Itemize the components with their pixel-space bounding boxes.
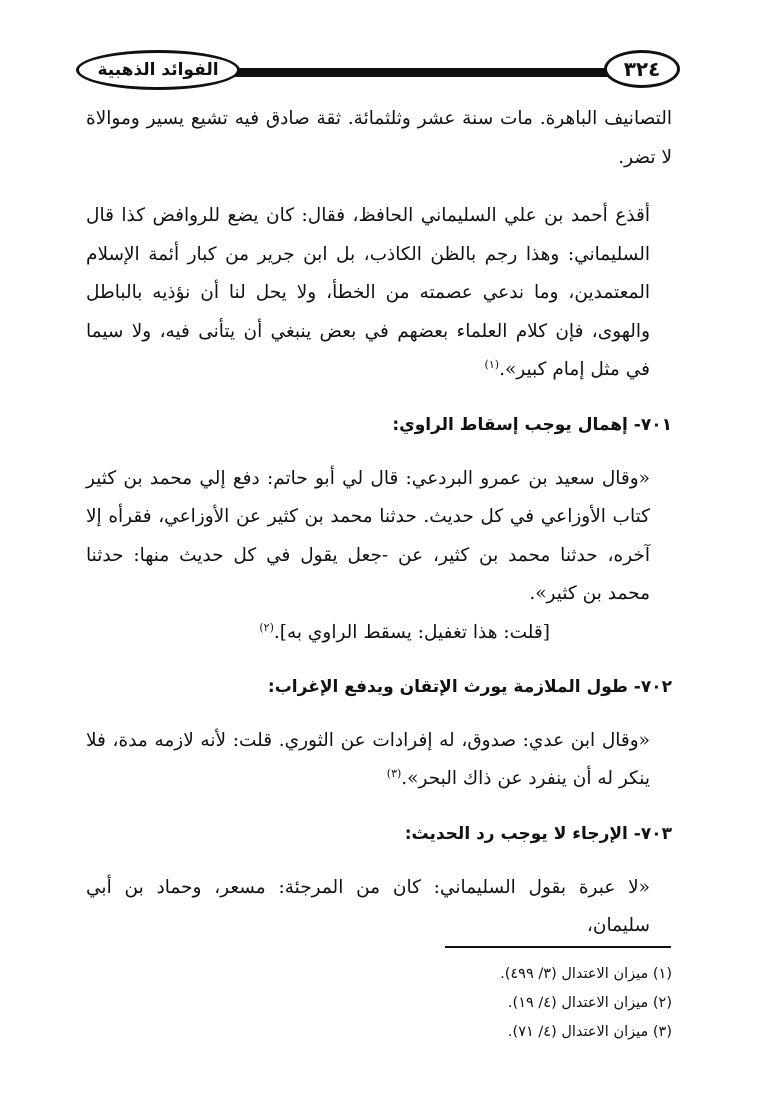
book-title-oval <box>76 50 240 90</box>
footnote-ref: (٣) <box>386 766 402 780</box>
section-heading: ٧٠١- إهمال يوجب إسقاط الراوي: <box>392 414 672 435</box>
main-text <box>86 100 672 946</box>
paragraph: «وقال ابن عدي: صدوق، له إفرادات عن الثوري. قلت: لأنه لازمه مدة، فلا ينكر له أن ينفرد عن ذاك البحر».$^{(٣)}$ <box>86 729 650 789</box>
footnote-ref: (١) <box>484 357 500 371</box>
page-number-oval <box>604 50 680 88</box>
footnote: (٣) ميزان الاعتدال (٤/ ٧١). <box>507 1024 672 1040</box>
paragraph: «لا عبرة بقول السليماني: كان من المرجئة: مسعر، وحماد بن أبي سليمان، <box>86 876 650 936</box>
paragraph: أقذع أحمد بن علي السليماني الحافظ، فقال: كان يضع للروافض كذا قال السليماني: وهذا رجم بالظن الكاذب، بل ابن جرير من كبار أئمة الإسلام المعتمدين، وما ندعي عصمته من الخطأ، ولا يحل لنا أن نؤذيه بالباطل والهوى، فإن كلام العلماء بعضهم في بعض ينبغي أن يتأنى فيه، ولا سيما في مثل إمام كبير».$^{(١)}$ <box>86 205 650 380</box>
section-heading: ٧٠٣- الإرجاء لا يوجب رد الحديث: <box>404 823 672 844</box>
paragraph: [قلت: هذا تغفيل: يسقط الراوي به].$^{(٢)}$ <box>259 620 550 643</box>
book-title: الفوائد الذهبية <box>97 60 219 80</box>
section-heading: ٧٠٢- طول الملازمة يورث الإتقان ويدفع الإغراب: <box>267 676 672 697</box>
footnotes <box>300 960 672 1047</box>
page-number: ٣٢٤ <box>623 57 661 81</box>
footnote-rule <box>445 946 671 948</box>
footnote: (٢) ميزان الاعتدال (٤/ ١٩). <box>507 995 672 1011</box>
footnote: (١) ميزان الاعتدال (٣/ ٤٩٩). <box>500 966 672 982</box>
footnote-ref: (٢) <box>259 620 274 634</box>
paragraph: التصانيف الباهرة. مات سنة عشر وثلثمائة. ثقة صادق فيه تشيع يسير وموالاة لا تضر. <box>86 108 672 168</box>
paragraph: «وقال سعيد بن عمرو البردعي: قال لي أبو حاتم: دفع إلي محمد بن كثير كتاب الأوزاعي في كل حديث. حدثنا محمد بن كثير عن الأوزاعي، فقرأه إلا آخره، حدثنا محمد بن كثير، عن -جعل يقول في كل حديث منها: حدثنا محمد بن كثير». <box>86 467 650 604</box>
